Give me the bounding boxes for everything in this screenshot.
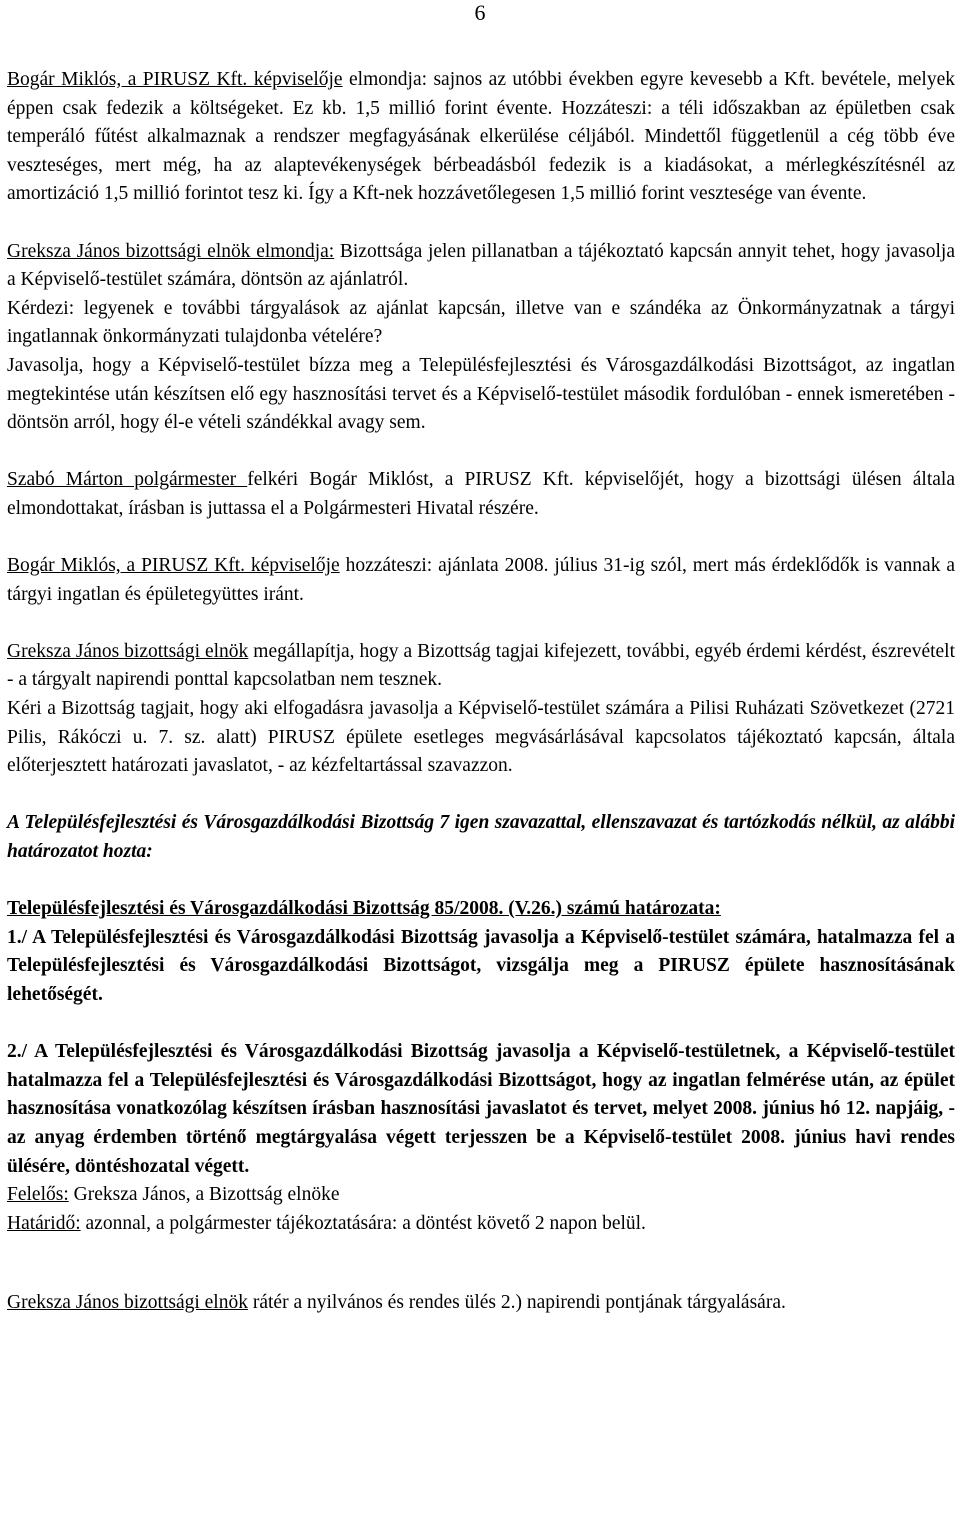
speaker-name: Bogár Miklós, a PIRUSZ Kft. képviselője xyxy=(7,69,343,90)
paragraph-next-agenda xyxy=(7,1289,955,1318)
document-body xyxy=(7,66,955,1318)
paragraph-text: hozzáteszi: ajánlata 2008. július 31-ig szól, mert más érdeklődők is vannak a tárgyi ingatlan és épületegyüttes iránt. xyxy=(7,555,955,605)
paragraph-mayor-request xyxy=(7,466,955,523)
paragraph-text: Bizottsága jelen pillanatban a tájékoztató kapcsán annyit tehet, hogy javasolja a Képviselő-testület számára, döntsön az ajánlatról. xyxy=(7,240,955,291)
deadline-value: azonnal, a polgármester tájékoztatására: a döntést követő 2 napon belül. xyxy=(80,1212,646,1234)
paragraph-text: megállapítja, hogy a Bizottság tagjai kifejezett, további, egyéb érdemi kérdést, észrevételt - a tárgyalt napirendi ponttal kapcsolatban nem tesznek. xyxy=(7,640,956,691)
paragraph-bogar-addition xyxy=(7,552,955,609)
paragraph-bogar-statement xyxy=(7,66,955,209)
paragraph-proposal: Javasolja, hogy a Képviselő-testület bízza meg a Településfejlesztési és Városgazdálkodási Bizottságot, az ingatlan megtekintése után készítsen elő egy hasznosítási tervet és a Képviselő-testület második fordulóban - ennek ismeretében - döntsön arról, hogy él-e vételi szándékkal avagy sem. xyxy=(7,354,955,434)
paragraph-greksza-finding xyxy=(7,638,955,695)
vote-result: A Településfejlesztési és Városgazdálkodási Bizottság 7 igen szavazattal, ellenszavazat és tartózkodás nélkül, az alábbi határozatot hozta: xyxy=(7,812,955,863)
deadline-label: Határidő: xyxy=(7,1212,81,1234)
deadline-line xyxy=(7,1210,955,1239)
paragraph-text: elmondja: sajnos az utóbbi években egyre kevesebb a Kft. bevétele, melyek éppen csak fedezik a költségeket. Ez kb. 1,5 millió forint évente. Hozzáteszi: a téli időszakban az épületben csak temperáló fűtést alkalmaznak a rendszer megfagyásának elkerülése céljából. Mindettől függetlenül a cég több éve veszteséges, mert még, ha az alaptevékenységek bérbeadásból fedezik is a kiadásokat, a mérlegkészítésnél az amortizáció 1,5 millió forintot tesz ki. Így a Kft-nek hozzávetőlegesen 1,5 millió forint vesztesége van évente. xyxy=(7,69,956,205)
paragraph-vote-request: Kéri a Bizottság tagjait, hogy aki elfogadásra javasolja a Képviselő-testület számára a Pilisi Ruházati Szövetkezet (2721 Pilis, Rákóczi u. 7. sz. alatt) PIRUSZ épülete esetleges megvásárlásával kapcsolatos tájékoztató kapcsán, általa előterjesztett határozati javaslatot, - az kézfeltartással szavazzon. xyxy=(7,698,955,777)
resolution-item-1: 1./ A Településfejlesztési és Városgazdálkodási Bizottság javasolja a Képviselő-testület számára, hatalmazza fel a Településfejlesztési és Városgazdálkodási Bizottságot, vizsgálja meg a PIRUSZ épülete hasznosításának lehetőségét. xyxy=(7,926,955,1005)
responsible-value: Greksza János, a Bizottság elnöke xyxy=(68,1184,340,1206)
resolution-title: Településfejlesztési és Városgazdálkodási Bizottság 85/2008. (V.26.) számú határozata: xyxy=(7,898,721,920)
paragraph-text: felkéri Bogár Miklóst, a PIRUSZ Kft. képviselőjét, hogy a bizottsági ülésen általa elmondottakat, írásban is juttassa el a Polgármesteri Hivatal részére. xyxy=(7,469,955,519)
paragraph-question: Kérdezi: legyenek e további tárgyalások az ajánlat kapcsán, illetve van e szándéka az Önkormányzatnak a tárgyi ingatlannak önkormányzati tulajdonba vételére? xyxy=(7,297,955,348)
speaker-name: Szabó Márton polgármester xyxy=(7,469,248,491)
speaker-name: Bogár Miklós, a PIRUSZ Kft. képviselője xyxy=(7,555,340,577)
paragraph-text: rátér a nyilvános és rendes ülés 2.) napirendi pontjának tárgyalására. xyxy=(247,1291,786,1313)
speaker-name: Greksza János bizottsági elnök elmondja: xyxy=(7,240,335,262)
page-number: 6 xyxy=(474,0,486,25)
responsible-label: Felelős: xyxy=(7,1184,69,1206)
resolution-item-2: 2./ A Településfejlesztési és Városgazdálkodási Bizottság javasolja a Képviselő-testületnek, a Képviselő-testület hatalmazza fel a Településfejlesztési és Városgazdálkodási Bizottságot, hogy az ingatlan felmérése után, az épület hasznosítása vonatkozólag készítsen írásban hasznosítási javaslatot és tervet, melyet 2008. június hó 12. napjáig, - az anyag érdemben történő megtárgyalása végett terjesszen be a Képviselő-testület 2008. június havi rendes ülésére, döntéshozatal végett. xyxy=(7,1041,955,1177)
paragraph-greksza-statement xyxy=(7,238,955,295)
speaker-name: Greksza János bizottsági elnök xyxy=(7,1291,248,1313)
responsible-line xyxy=(7,1181,955,1210)
speaker-name: Greksza János bizottsági elnök xyxy=(7,640,249,662)
